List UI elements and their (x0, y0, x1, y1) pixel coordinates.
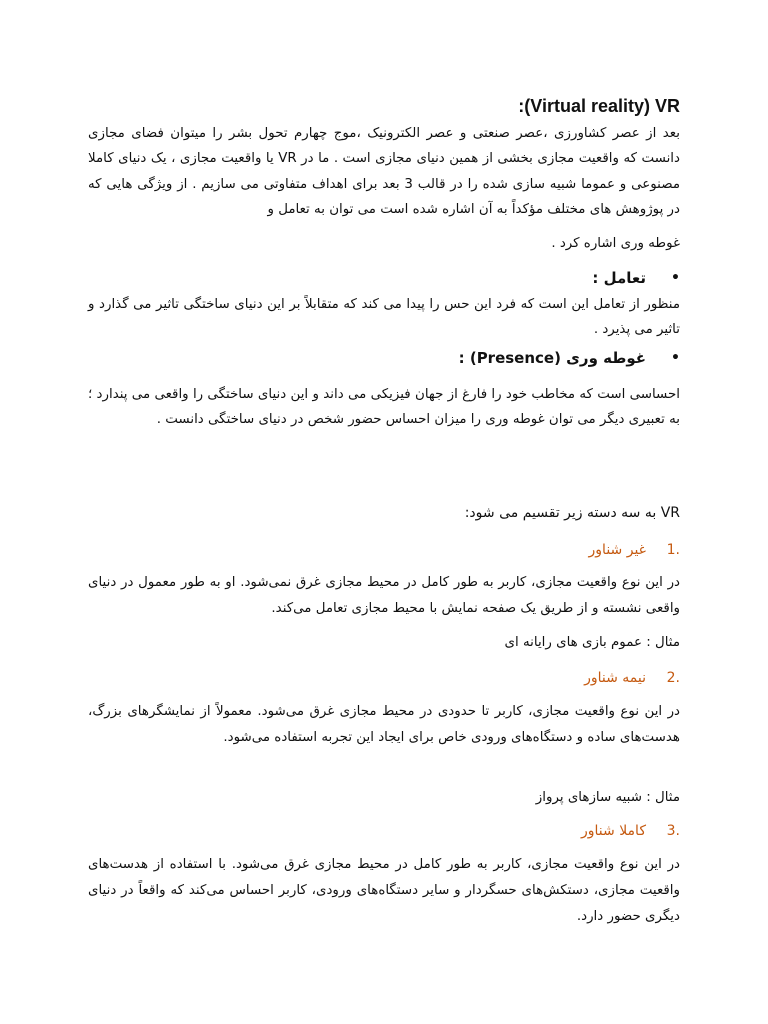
bullet-text-presence: احساسی است که مخاطب خود را فارغ از جهان فیزیکی می داند و این دنیای ساختگی را واقعی می پندارد ؛ به تعبیری دیگر می توان غوطه وری را میزان احساس حضور شخص در دنیای ساختگی دانست . (88, 387, 680, 427)
section-title: VR به سه دسته زیر تقسیم می شود: (464, 505, 680, 521)
category-number: 3. (666, 823, 680, 839)
bullet-icon: • (671, 270, 680, 286)
intro-paragraph: بعد از عصر کشاورزی ،عصر صنعتی و عصر الکترونیک ،موج چهارم تحول بشر را میتوان فضای مجازی دانست که واقعیت مجازی بخشی از همین دنیای مجازی است . ما در VR یا واقعیت مجازی ، یک دنیای کاملا مصنوعی و عموما شبیه سازی شده را در قالب 3 بعد برای اهداف متفاوتی می سازیم . از ویژگی هایی که در پوژوهش های مختلف مؤکداً به آن اشاره شده است می توان به تعامل و (88, 126, 681, 218)
category-example-non-immersive: مثال : عموم بازی های رایانه ای (504, 635, 680, 650)
page-title: :(Virtual reality) VR (518, 96, 680, 116)
category-text-fully-immersive: در این نوع واقعیت مجازی، کاربر به طور کامل در محیط مجازی غرق می‌شود. با استفاده از هدست‌های واقعیت مجازی، دستکش‌های حسگردار و سایر دستگاه‌های ورودی، کاربر احساس می‌کند که واقعاً در دنیای دیگری حضور دارد. (88, 857, 680, 924)
intro-last-line: غوطه وری اشاره کرد . (551, 236, 680, 251)
bullet-text-interaction: منظور از تعامل این است که فرد این حس را پیدا می کند که متقابلاً بر این دنیای ساختگی تاثیر می گذارد و تاثیر می پذیرد . (88, 297, 680, 337)
category-example-semi-immersive: مثال : شبیه سازهای پرواز (535, 790, 680, 805)
category-heading-text: غیر شناور (588, 542, 646, 558)
bullet-heading-presence (88, 346, 680, 370)
category-number: 1. (666, 542, 680, 558)
bullet-heading-text: غوطه وری (Presence) : (458, 349, 646, 367)
category-heading-text: کاملا شناور (581, 823, 646, 839)
category-heading-fully-immersive (88, 819, 680, 843)
category-text-non-immersive: در این نوع واقعیت مجازی، کاربر به طور کامل در محیط مجازی غرق نمی‌شود. او به طور معمول در دنیای واقعی نشسته و از طریق یک صفحه نمایش با محیط مجازی تعامل می‌کند. (88, 575, 680, 616)
category-text-semi-immersive: در این نوع واقعیت مجازی، کاربر تا حدودی در محیط مجازی غرق می‌شود. معمولاً از نمایشگرهای بزرگ، هدست‌های ساده و دستگاه‌های ورودی خاص برای ایجاد این تجربه استفاده می‌شود. (88, 704, 680, 745)
category-number: 2. (666, 670, 680, 686)
category-heading-text: نیمه شناور (584, 670, 646, 686)
bullet-icon: • (671, 350, 680, 366)
bullet-heading-interaction (88, 266, 680, 290)
category-heading-non-immersive (88, 538, 680, 562)
category-heading-semi-immersive (88, 666, 680, 690)
bullet-heading-text: تعامل : (592, 269, 646, 287)
